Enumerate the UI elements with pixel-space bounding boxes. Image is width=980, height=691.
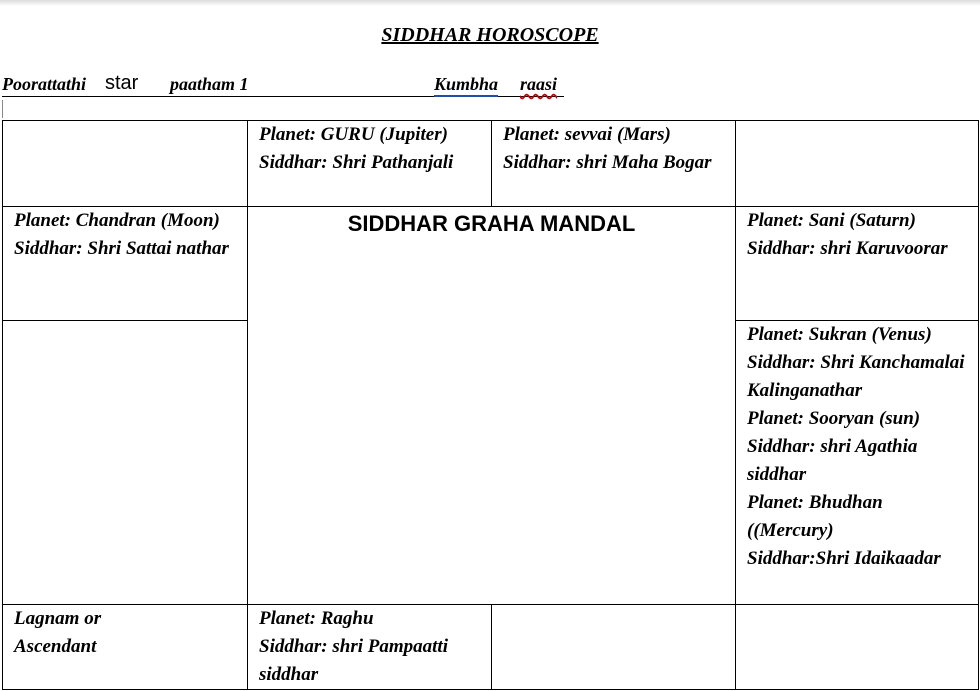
document-title: SIDDHAR HOROSCOPE [381,24,599,46]
raasi-word: raasi [520,74,558,94]
cell-guru [248,121,492,207]
guru-siddhar: Siddhar: Shri Pathanjali [259,152,454,173]
sani-siddhar: Siddhar: shri Karuvoorar [747,238,948,259]
horoscope-grid [2,120,979,690]
star-name: Poorattathi [2,74,87,94]
cell-center [248,207,736,605]
raghu-siddhar: Siddhar: shri Pampaatti siddhar [259,636,448,685]
window-top-edge [0,0,980,6]
cell-sani [736,207,979,321]
chandran-siddhar: Siddhar: Shri Sattai nathar [14,238,229,259]
cell-top-right [736,121,979,207]
sukran-planet: Planet: Sukran (Venus) [747,324,932,345]
cell-raghu [248,605,492,690]
raghu-planet: Planet: Raghu [259,608,374,629]
center-title: SIDDHAR GRAHA MANDAL [347,211,636,236]
lagnam-line2: Ascendant [14,636,97,657]
cell-left-empty [3,321,248,605]
sukran-siddhar: Siddhar: Shri Kanchamalai Kalinganathar [747,352,965,401]
text-cursor [2,100,3,118]
kumbha-word: Kumbha [434,74,498,97]
bhudhan-planet: Planet: Bhudhan ((Mercury) [747,492,883,541]
sani-planet: Planet: Sani (Saturn) [747,210,916,231]
cell-right-multi [736,321,979,605]
cell-bottom-mid-empty [492,605,736,690]
star-word: star [105,72,139,94]
cell-bottom-right-empty [736,605,979,690]
sooryan-planet: Planet: Sooryan (sun) [747,408,921,429]
cell-sevvai [492,121,736,207]
bhudhan-siddhar: Siddhar:Shri Idaikaadar [747,548,941,569]
cell-chandran [3,207,248,321]
cell-top-left [3,121,248,207]
lagnam-line1: Lagnam or [14,608,102,629]
sooryan-siddhar: Siddhar: shri Agathia siddhar [747,436,918,485]
star-raasi-line [2,72,564,97]
sevvai-siddhar: Siddhar: shri Maha Bogar [503,152,712,173]
sevvai-planet: Planet: sevvai (Mars) [503,124,671,145]
paatham: paatham 1 [170,74,249,94]
cell-lagnam [3,605,248,690]
guru-planet: Planet: GURU (Jupiter) [259,124,448,145]
chandran-planet: Planet: Chandran (Moon) [14,210,220,231]
